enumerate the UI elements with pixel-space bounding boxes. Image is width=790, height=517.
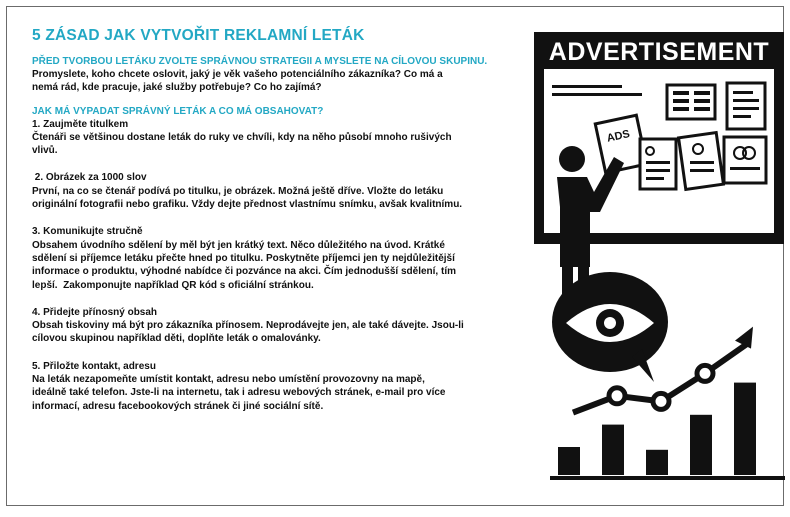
tip-title: 4. Přidejte přínosný obsah [32, 306, 158, 318]
tip-1 [32, 118, 537, 158]
tip-title: 2. Obrázek za 1000 slov [32, 172, 147, 184]
intro-block [32, 55, 537, 95]
tip-line: cílovou skupinou například děti, doplňte leták o omalovánky. [32, 333, 321, 345]
intro-line: Promyslete, koho chcete oslovit, jaký je věk vašeho potenciálního zákazníka? Co má a [32, 69, 443, 80]
document-icon [640, 139, 676, 189]
infographic-frame [6, 6, 784, 506]
document-icon [679, 133, 724, 190]
tip-line: informací, adresu facebookových stránek či jiné sociální sítě. [32, 400, 324, 412]
chart-bar [734, 383, 756, 475]
document-icon [724, 137, 766, 183]
tip-line: ideálně také telefon. Jste-li na internetu, tak i adresu webových stránek, e-mail pro více [32, 387, 446, 399]
intro-line: nemá rád, kde pracuje, jaké služby potřebuje? Co ho zajímá? [32, 82, 322, 94]
section-heading: JAK MÁ VYPADAT SPRÁVNÝ LETÁK A CO MÁ OBSAHOVAT? [32, 105, 324, 117]
advertisement-illustration [532, 27, 787, 487]
tip-title: 1. Zaujměte titulkem [32, 118, 129, 130]
tip-title: 3. Komunikujte stručně [32, 226, 143, 238]
tip-line: Čtenáři se většinou dostane leták do ruky ve chvíli, kdy na něho působí mnoho rušivých [32, 131, 452, 143]
trend-node [653, 393, 669, 409]
tip-line: Na leták nezapomeňte umístit kontakt, adresu nebo umístění provozovny na mapě, [32, 374, 425, 386]
board-title: ADVERTISEMENT [548, 38, 770, 66]
trend-node [697, 365, 713, 381]
tip-3 [32, 225, 537, 291]
text-column [32, 27, 537, 423]
chart-bar [690, 415, 712, 475]
tip-line: informace o produktu, výhodné nabídce či pozvánce na akci. Čím jednodušší sdělení, tím [32, 266, 456, 278]
eye-speech-bubble-icon [552, 272, 668, 382]
tip-4 [32, 306, 537, 346]
ads-label: ADS [605, 128, 631, 145]
board-text-line [552, 93, 642, 96]
document-icon [667, 85, 715, 119]
tip-line: Obsahem úvodního sdělení by měl být jen krátký text. Něco důležitého na úvod. Krátké [32, 239, 445, 251]
chart-bar [558, 447, 580, 475]
tip-line: originální fotografii nebo grafiku. Vždy dejte přednost vlastnímu snímku, avšak kvalitnímu. [32, 199, 463, 211]
tip-line: sdělení si příjemce letáku přečte hned po titulku. Poskytněte příjemci jen ty nejdůležitější [32, 252, 455, 264]
tip-line: vlivů. [32, 145, 58, 157]
trend-node [609, 388, 625, 404]
tip-2 [32, 171, 537, 211]
tip-line: První, na co se čtenář podívá po titulku, je obrázek. Možná ještě dříve. Vložte do letáku [32, 185, 444, 197]
tip-line: Obsah tiskoviny má být pro zákazníka přínosem. Neprodávejte jen, ale také dávejte. Jsou-li [32, 320, 464, 332]
intro-heading: PŘED TVORBOU LETÁKU ZVOLTE SPRÁVNOU STRATEGII A MYSLETE NA CÍLOVOU SKUPINU. [32, 56, 488, 67]
tip-line: lepší. Zakomponujte například QR kód s oficiální stránkou. [32, 279, 314, 291]
tip-title: 5. Přiložte kontakt, adresu [32, 360, 156, 372]
chart-baseline [550, 476, 785, 480]
board-text-line [552, 85, 622, 88]
chart-bar [646, 450, 668, 475]
chart-bar [602, 425, 624, 475]
document-icon [727, 83, 765, 129]
tip-5 [32, 360, 537, 413]
page-title: 5 ZÁSAD JAK VYTVOŘIT REKLAMNÍ LETÁK [32, 27, 365, 44]
